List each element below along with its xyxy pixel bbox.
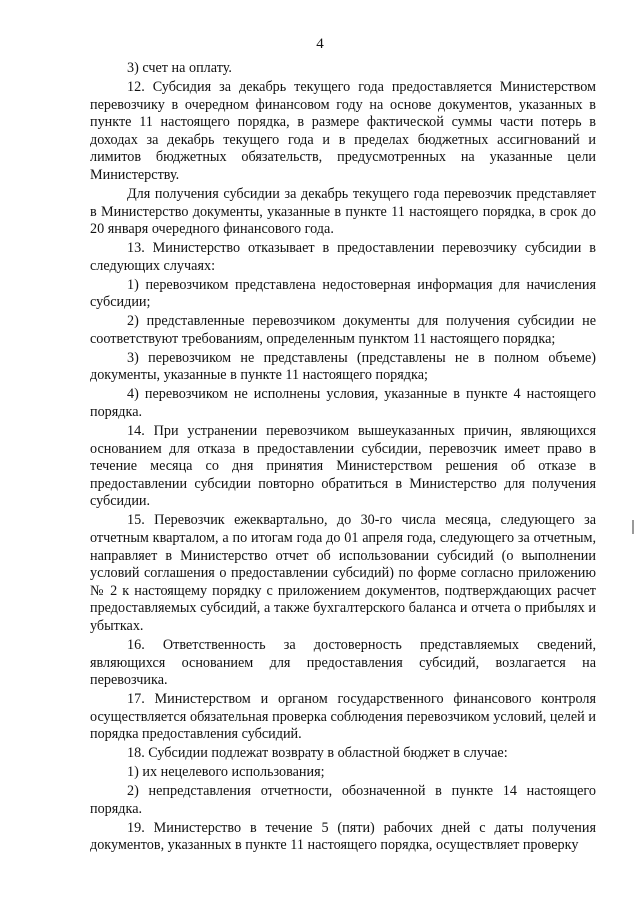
paragraph-refusal-1: 1) перевозчиком представлена недостоверная информация для начисления субсидии;	[90, 276, 596, 311]
scan-edge-mark	[632, 520, 634, 534]
paragraph-return-1: 1) их нецелевого использования;	[127, 764, 325, 781]
paragraph-clause-14: 14. При устранении перевозчиком вышеуказанных причин, являющихся основанием для отказа в предоставлении субсидии, перевозчик имеет право в течение месяца со дня принятия Министерством решения об отказе в предоставлении субсидии повторно обратиться в Министерство для получения субсидии.	[90, 423, 596, 510]
paragraph-clause-16: 16. Ответственность за достоверность представляемых сведений, являющихся основанием для предоставления субсидий, возлагается на перевозчика.	[90, 636, 596, 689]
paragraph-item-3: 3) счет на оплату.	[127, 60, 232, 76]
paragraph-clause-17: 17. Министерством и органом государственного финансового контроля осуществляется обязательная проверка соблюдения перевозчиком условий, целей и порядка предоставления субсидий.	[90, 691, 596, 743]
paragraph-refusal-3: 3) перевозчиком не представлены (представлены не в полном объеме) документы, указанные в пункте 11 настоящего порядка;	[90, 349, 596, 384]
paragraph-clause-19: 19. Министерство в течение 5 (пяти) рабочих дней с даты получения документов, указанных в пункте 11 настоящего порядка, осуществляет проверку	[90, 819, 596, 854]
page-number: 4	[316, 36, 324, 52]
paragraph-refusal-4: 4) перевозчиком не исполнены условия, указанные в пункте 4 настоящего порядка.	[90, 386, 596, 421]
document-body	[90, 60, 596, 855]
paragraph-december-deadline: Для получения субсидии за декабрь текущего года перевозчик представляет в Министерство документы, указанные в пункте 11 настоящего порядка, в срок до 20 января очередного финансового года.	[90, 185, 596, 238]
paragraph-clause-12: 12. Субсидия за декабрь текущего года предоставляется Министерством перевозчику в очередном финансовом году на основе документов, указанных в пункте 11 настоящего порядка, в размере фактической суммы части потерь в доходах за декабрь текущего года и в пределах бюджетных ассигнований и лимитов бюджетных обязательств, предусмотренных на указанные цели Министерству.	[90, 78, 596, 183]
paragraph-refusal-2: 2) представленные перевозчиком документы для получения субсидии не соответствуют требованиям, определенным пунктом 11 настоящего порядка;	[90, 313, 596, 347]
paragraph-return-2: 2) непредставления отчетности, обозначенной в пункте 14 настоящего порядка.	[90, 783, 596, 817]
paragraph-clause-15: 15. Перевозчик ежеквартально, до 30-го числа месяца, следующего за отчетным кварталом, а по итогам года до 01 апреля года, следующего за отчетным, направляет в Министерство отчет об использовании субсидий (о выполнении условий соглашения о предоставлении субсидий) по форме согласно приложению № 2 к настоящему порядку с приложением документов, подтверждающих расчет предоставляемых субсидий, а также бухгалтерского баланса и отчета о прибылях и убытках.	[90, 512, 596, 634]
paragraph-clause-18: 18. Субсидии подлежат возврату в областной бюджет в случае:	[127, 745, 508, 762]
paragraph-clause-13: 13. Министерство отказывает в предоставлении перевозчику субсидии в следующих случаях:	[90, 240, 596, 274]
